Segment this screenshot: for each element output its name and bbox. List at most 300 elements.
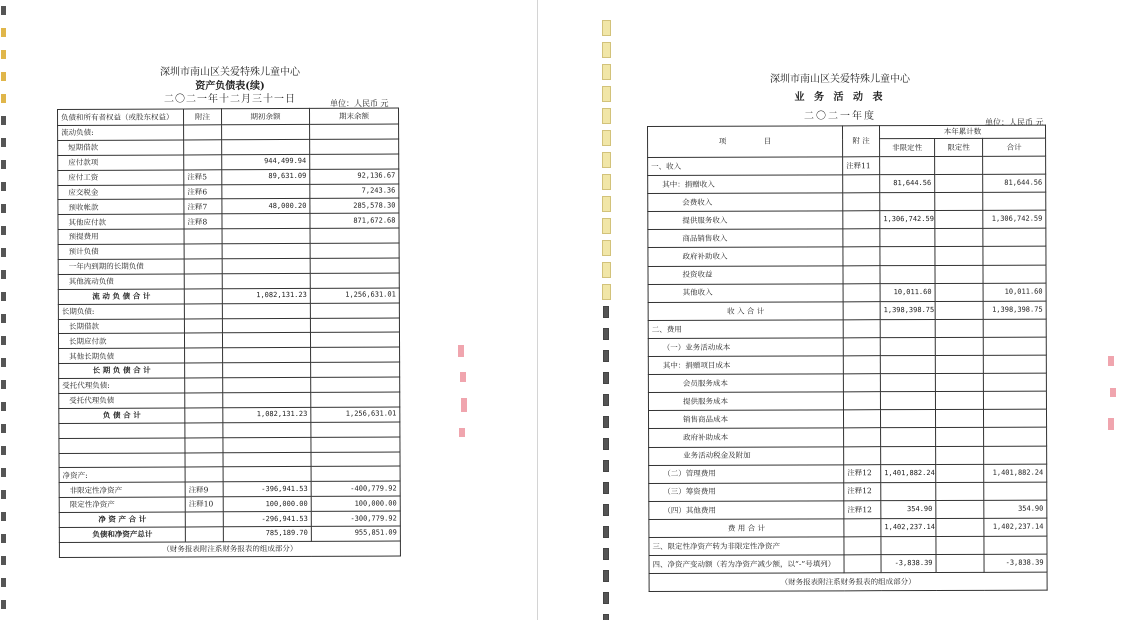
binding-tab [603,592,609,604]
item-label: 受托代理负债: [59,378,185,393]
table-row [59,466,400,482]
note-cell [843,283,880,301]
note-cell [843,410,880,428]
note-cell [844,537,881,555]
total-amount [984,446,1047,464]
total-amount [983,247,1046,265]
item-label: 流动负债: [58,125,184,140]
item-label: 业务活动税金及附加 [649,446,844,465]
begin-balance: 100,000.00 [223,497,311,512]
balance-sheet-org: 深圳市南山区关爱特殊儿童中心 [160,67,300,78]
total-amount [983,373,1046,391]
unrestricted-amount [880,392,935,410]
table-row [648,337,1046,356]
note-cell [184,333,222,348]
binding-mark [1,468,6,477]
end-balance [310,273,399,288]
note-cell: 注释8 [184,214,222,229]
item-label: 受托代理负债 [59,393,185,408]
item-label: 净 资 产 合 计 [59,512,185,527]
begin-balance [222,244,310,259]
total-amount: 1,401,882.24 [984,464,1047,482]
note-cell [185,393,223,408]
note-cell [843,193,880,211]
restricted-amount [935,319,983,337]
binding-tab [602,108,611,124]
binding-mark [1,6,6,15]
table-row [59,347,400,363]
table-row [649,482,1047,501]
item-label: （一）业务活动成本 [648,338,843,357]
end-balance [311,362,400,377]
restricted-amount [935,229,983,247]
begin-balance [222,229,310,244]
binding-mark [1,116,6,125]
note-cell: 注释7 [184,199,222,214]
begin-balance: 89,631.09 [222,169,310,184]
table-row [649,500,1047,519]
end-balance [310,228,399,243]
note-cell [844,519,881,537]
end-balance: -400,779.92 [311,481,400,496]
table-row [648,301,1046,320]
note-cell [184,155,222,170]
page-divider [537,0,538,620]
item-label: 限定性净资产 [59,497,185,512]
total-amount [984,536,1047,554]
begin-balance: 1,082,131.23 [223,407,311,422]
total-amount: -3,838.39 [984,554,1047,572]
begin-balance [223,348,311,363]
table-row [648,265,1046,284]
binding-mark [1,94,6,103]
table-row [59,437,400,453]
note-cell [184,140,222,155]
end-balance [311,466,400,481]
end-balance: 1,256,631.01 [311,407,400,422]
note-cell [843,320,880,338]
activity-title: 业 务 活 动 表 [794,92,886,103]
item-label: 长期应付款 [58,333,184,348]
binding-tab [602,284,611,300]
header-note: 附注 [184,109,222,125]
binding-edge-right [600,0,612,620]
total-amount [983,228,1046,246]
begin-balance [223,392,311,407]
item-label: 预提费用 [58,229,184,244]
table-row [58,332,399,348]
binding-tab [602,130,611,146]
unrestricted-amount [881,428,936,446]
begin-balance [222,139,310,154]
binding-tab [602,64,611,80]
item-label: 费 用 合 计 [649,519,844,538]
seal-stamp-fragment [1108,356,1114,366]
table-row [648,373,1046,392]
note-cell [843,356,880,374]
item-label: 政府补助收入 [648,247,843,266]
activity-org: 深圳市南山区关爱特殊儿童中心 [770,74,910,85]
unrestricted-amount [880,156,935,174]
table-row [58,184,399,200]
activity-footer: （财务报表附注系财务报表的组成部分） [649,572,1047,591]
balance-sheet-table [57,108,401,558]
binding-tab [603,614,609,620]
binding-tab [602,262,611,278]
table-row [58,154,399,170]
unrestricted-amount: 1,401,882.24 [881,464,936,482]
total-amount: 81,644.56 [983,174,1046,192]
total-amount [983,192,1046,210]
table-row [58,288,399,304]
binding-tab [603,526,609,538]
begin-balance [222,258,310,273]
begin-balance: 1,082,131.23 [222,288,310,303]
header-unrestricted: 非限定性 [880,138,935,156]
balance-sheet-footer: （财务报表附注系财务报表的组成部分） [59,541,400,557]
end-balance [311,377,400,392]
seal-stamp-fragment [1108,418,1114,430]
restricted-amount [936,464,984,482]
activity-table [647,125,1048,593]
balance-sheet-footer-row [59,541,400,557]
item-label: 会员服务成本 [648,374,843,393]
note-cell [843,301,880,319]
total-amount: 1,402,237.14 [984,518,1047,536]
end-balance [310,258,399,273]
binding-tab [602,240,611,256]
unrestricted-amount [881,446,936,464]
total-amount [983,337,1046,355]
begin-balance [223,422,311,437]
table-row [648,192,1046,211]
binding-tab [603,570,609,582]
restricted-amount [935,373,983,391]
end-balance: 285,578.30 [310,198,399,213]
table-row [648,174,1046,193]
header-group: 本年累计数 [880,125,1046,139]
total-amount [983,265,1046,283]
binding-tab [603,394,609,406]
binding-mark [1,270,6,279]
binding-tab [603,460,609,472]
item-label: 长期借款 [58,319,184,334]
unrestricted-amount [881,536,936,554]
end-balance [310,318,399,333]
binding-mark [1,556,6,565]
note-cell: 注释10 [185,497,223,512]
item-label: 其他应付款 [58,214,184,229]
begin-balance [223,378,311,393]
restricted-amount [935,193,983,211]
note-cell [844,446,881,464]
binding-tab [602,218,611,234]
item-label: 提供服务成本 [648,392,843,411]
restricted-amount [935,410,983,428]
table-row [59,407,400,423]
restricted-amount [936,500,984,518]
note-cell [184,303,222,318]
end-balance [311,392,400,407]
note-cell [185,437,223,452]
binding-tab [603,438,609,450]
binding-tab [602,20,611,36]
end-balance: -300,779.92 [311,511,400,526]
restricted-amount [936,482,984,500]
end-balance [310,124,399,139]
begin-balance [222,333,310,348]
unrestricted-amount: 354.90 [881,500,936,518]
total-amount [984,428,1047,446]
table-row [649,554,1047,573]
unrestricted-amount [880,374,935,392]
table-row [58,303,399,319]
item-label: 其他长期负债 [59,348,185,363]
seal-stamp-fragment [458,345,464,357]
restricted-amount [935,174,983,192]
note-cell: 注释12 [844,464,881,482]
table-row [649,428,1047,447]
binding-tab [603,548,609,560]
unrestricted-amount: 1,398,398.75 [880,301,935,319]
restricted-amount [935,247,983,265]
item-label: 净资产: [59,467,185,482]
seal-stamp-fragment [459,428,465,437]
table-row [59,392,400,408]
table-row [59,422,400,438]
note-cell [185,467,223,482]
unrestricted-amount [880,229,935,247]
total-amount: 1,306,742.59 [983,210,1046,228]
item-label: （二）管理费用 [649,464,844,483]
binding-mark [1,292,6,301]
item-label: 政府补助成本 [649,428,844,447]
end-balance [311,347,400,362]
binding-mark [1,72,6,81]
table-row [648,210,1046,229]
table-row [59,496,400,512]
item-label: 流 动 负 债 合 计 [58,289,184,304]
end-balance: 955,851.09 [311,526,400,541]
item-label: 收 入 合 计 [648,302,843,321]
unrestricted-amount [880,247,935,265]
binding-tab [603,306,609,318]
begin-balance [223,467,311,482]
table-row [58,169,399,185]
seal-stamp-fragment [1110,388,1116,397]
unrestricted-amount: 1,402,237.14 [881,518,936,536]
binding-mark [1,424,6,433]
item-label [59,423,185,438]
table-row [648,319,1046,338]
note-cell [185,527,223,542]
unrestricted-amount [880,265,935,283]
binding-mark [1,182,6,191]
item-label: 四、净资产变动额（若为净资产减少额，以“-”号填列） [649,555,844,574]
note-cell [844,555,881,573]
activity-period: 二〇二一年度 [804,111,876,122]
note-cell [843,392,880,410]
balance-sheet-date: 二〇二一年十二月三十一日 [164,94,296,105]
total-amount [983,355,1046,373]
unrestricted-amount [880,193,935,211]
item-label: 二、费用 [648,320,843,339]
restricted-amount [935,337,983,355]
table-row [59,452,400,468]
balance-sheet-title: 资产负债表(续) [195,81,265,92]
item-label: 预收帐款 [58,199,184,214]
header-end: 期末余额 [309,108,398,124]
item-label [59,438,185,453]
begin-balance: 785,189.70 [223,526,311,541]
note-cell [185,363,223,378]
end-balance: 92,136.67 [310,169,399,184]
note-cell [185,378,223,393]
note-cell [185,512,223,527]
binding-mark [1,226,6,235]
note-cell [184,229,222,244]
table-row [58,318,399,334]
table-row [648,409,1046,428]
begin-balance: 944,499.94 [222,154,310,169]
unrestricted-amount: 10,011.60 [880,283,935,301]
table-row [648,247,1046,266]
end-balance [311,437,400,452]
binding-mark [1,512,6,521]
binding-mark [1,138,6,147]
binding-mark [1,402,6,411]
binding-mark [1,380,6,389]
restricted-amount [935,355,983,373]
item-label [59,453,185,468]
begin-balance [222,273,310,288]
begin-balance [222,184,310,199]
note-cell [843,247,880,265]
note-cell [184,289,222,304]
header-item: 负债和所有者权益（或股东权益） [58,109,184,126]
note-cell [184,244,222,259]
restricted-amount [935,265,983,283]
binding-tab [603,482,609,494]
note-cell [185,408,223,423]
total-amount [984,482,1047,500]
binding-tab [603,504,609,516]
unrestricted-amount: -3,838.39 [881,555,936,573]
begin-balance [222,303,310,318]
table-row [649,518,1047,537]
item-label: 其中：捐赠收入 [648,175,843,194]
item-label: 非限定性净资产 [59,482,185,497]
begin-balance: -296,941.53 [223,512,311,527]
item-label: 预计负债 [58,244,184,259]
header-restricted: 限定性 [935,138,983,156]
begin-balance [222,124,310,139]
table-row [58,228,399,244]
restricted-amount [935,156,983,174]
binding-mark [1,336,6,345]
note-cell: 注释9 [185,482,223,497]
note-cell [185,452,223,467]
item-label: 一年内到期的长期负债 [58,259,184,274]
restricted-amount [935,301,983,319]
restricted-amount [936,536,984,554]
item-label: 一、收入 [648,157,843,176]
item-label: 长期负债: [58,304,184,319]
binding-mark [1,28,6,37]
note-cell: 注释11 [843,157,880,175]
end-balance [310,139,399,154]
restricted-amount [936,518,984,536]
binding-mark [1,248,6,257]
table-row [649,446,1047,465]
total-amount [983,409,1046,427]
unrestricted-amount [880,337,935,355]
begin-balance [223,363,311,378]
note-cell: 注释6 [184,184,222,199]
total-amount [983,391,1046,409]
table-row [648,355,1046,374]
binding-edge-left [0,0,8,620]
note-cell [844,428,881,446]
table-row [648,156,1046,175]
end-balance [310,303,399,318]
note-cell: 注释12 [844,482,881,500]
unrestricted-amount: 1,306,742.59 [880,211,935,229]
note-cell [843,229,880,247]
begin-balance: -396,941.53 [223,482,311,497]
activity-unit: 单位：人民币 元 [985,118,1044,127]
end-balance: 871,672.68 [310,213,399,228]
binding-tab [602,42,611,58]
header-begin: 期初余额 [222,108,310,124]
table-row [649,536,1047,555]
table-row [649,464,1047,483]
restricted-amount [935,211,983,229]
note-cell [843,175,880,193]
table-row [648,391,1046,410]
restricted-amount [935,392,983,410]
note-cell [184,125,222,140]
balance-sheet-unit: 单位：人民币 元 [330,99,389,108]
unrestricted-amount: 81,644.56 [880,175,935,193]
item-label: 其中：捐赠项目成本 [648,356,843,375]
item-label: 负 债 合 计 [59,408,185,423]
binding-mark [1,160,6,169]
header-item: 项 目 [648,126,843,158]
end-balance: 1,256,631.01 [310,288,399,303]
table-row [648,228,1046,247]
item-label: 长 期 负 债 合 计 [59,363,185,378]
item-label: （四）其他费用 [649,501,844,520]
unrestricted-amount [881,482,936,500]
begin-balance [223,452,311,467]
item-label: 应付工资 [58,170,184,185]
note-cell [185,423,223,438]
table-row [58,243,399,259]
end-balance [310,154,399,169]
note-cell [184,259,222,274]
begin-balance [223,437,311,452]
end-balance [310,243,399,258]
item-label: 短期借款 [58,140,184,155]
note-cell [843,211,880,229]
binding-tab [603,416,609,428]
binding-tab [603,350,609,362]
binding-mark [1,534,6,543]
restricted-amount [936,428,984,446]
binding-mark [1,358,6,367]
table-row [59,362,400,378]
